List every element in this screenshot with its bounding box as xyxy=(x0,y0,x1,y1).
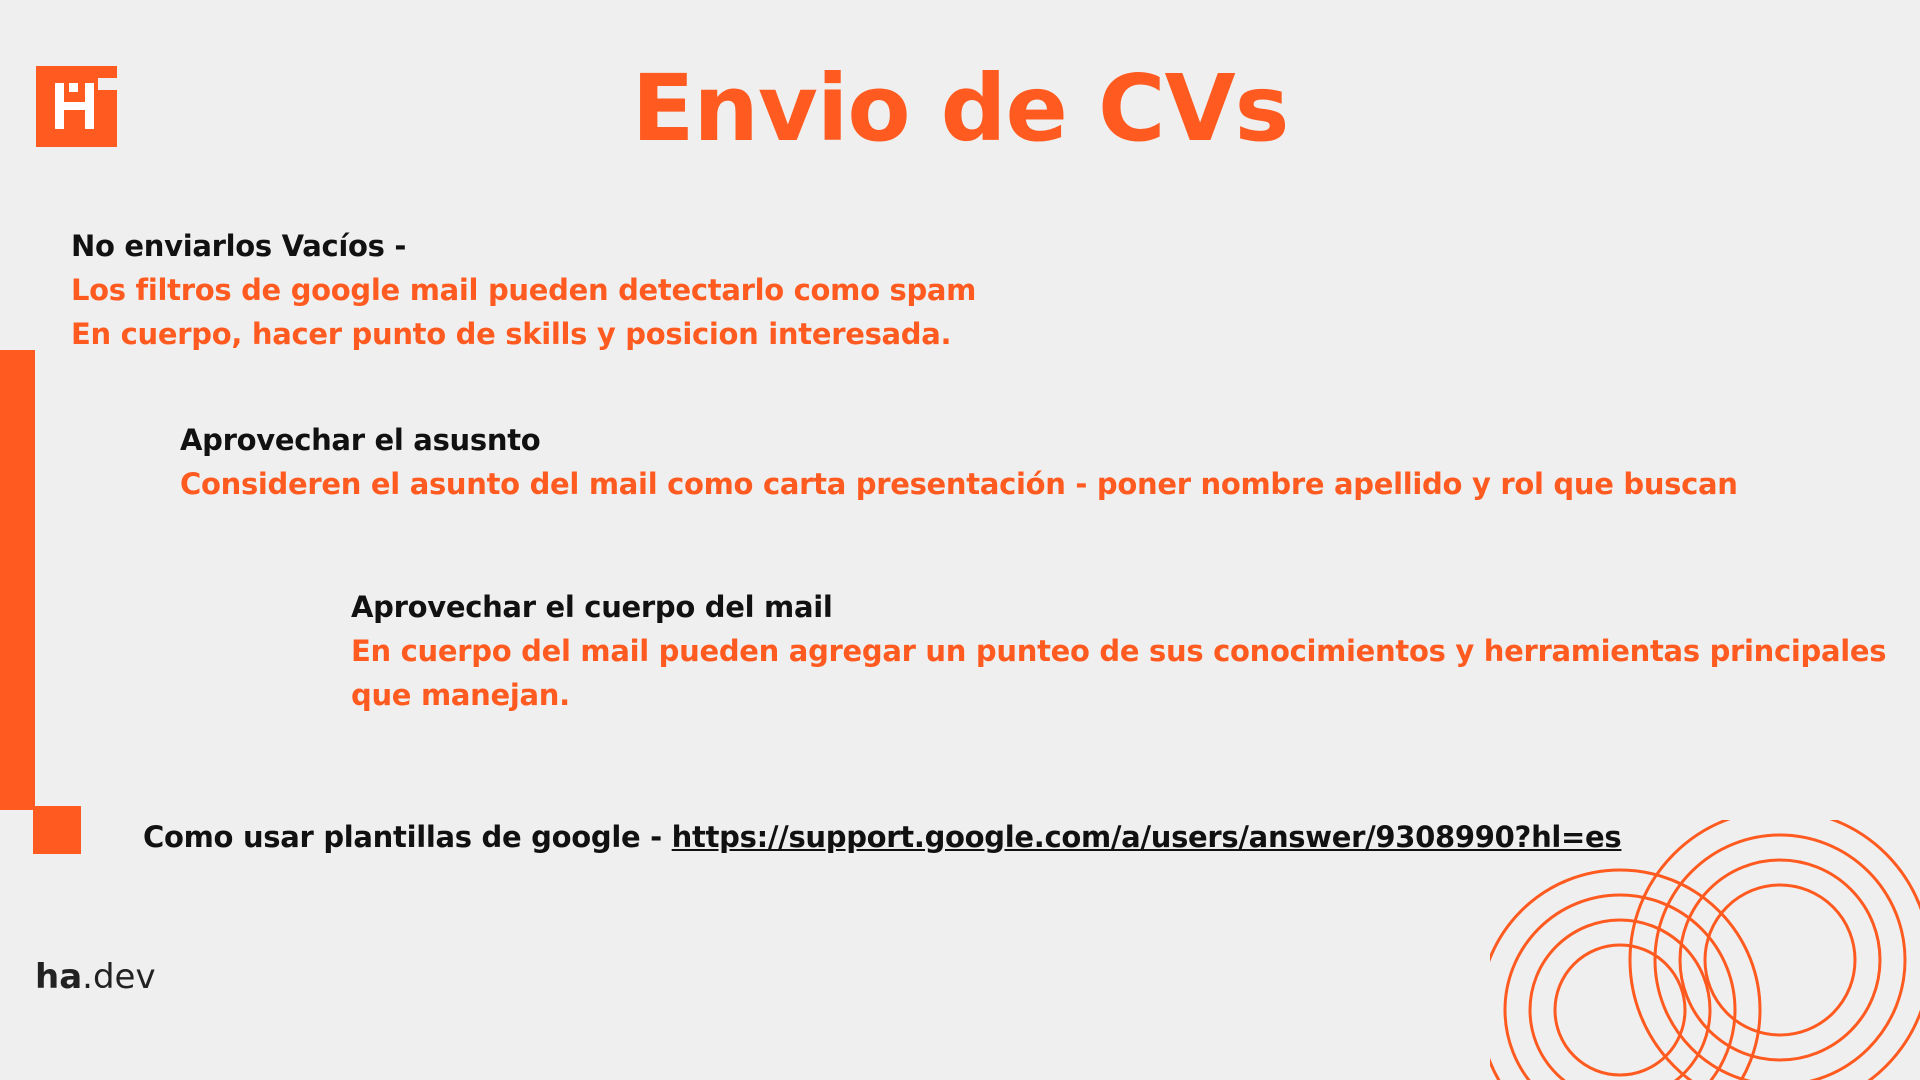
section-line: En cuerpo, hacer punto de skills y posicion interesada. xyxy=(71,317,952,351)
section-line: En cuerpo del mail pueden agregar un punteo de sus conocimientos y herramientas principales xyxy=(351,634,1887,668)
section-line: que manejan. xyxy=(351,678,570,712)
brand-wordmark xyxy=(35,952,156,1002)
section-heading: Aprovechar el asusnto xyxy=(180,423,541,457)
templates-footer xyxy=(143,815,1621,859)
section-subject xyxy=(180,418,1738,506)
footer-text: Como usar plantillas de google - xyxy=(143,820,662,854)
templates-help-link[interactable]: https://support.google.com/a/users/answer/9308990?hl=es xyxy=(671,820,1622,854)
brand-rest: .dev xyxy=(82,957,156,997)
section-heading: No enviarlos Vacíos - xyxy=(71,229,407,263)
decorative-circles-icon xyxy=(1490,820,1920,1080)
section-empty-emails xyxy=(71,224,976,356)
section-line: Consideren el asunto del mail como carta presentación - poner nombre apellido y rol que buscan xyxy=(180,467,1738,501)
brand-bold: ha xyxy=(35,957,83,997)
page-title: Envio de CVs xyxy=(631,55,1289,162)
section-body xyxy=(351,585,1886,717)
section-heading: Aprovechar el cuerpo del mail xyxy=(351,590,833,624)
side-accent-square xyxy=(33,806,81,854)
section-line: Los filtros de google mail pueden detectarlo como spam xyxy=(71,273,977,307)
side-accent-bar xyxy=(0,350,35,810)
